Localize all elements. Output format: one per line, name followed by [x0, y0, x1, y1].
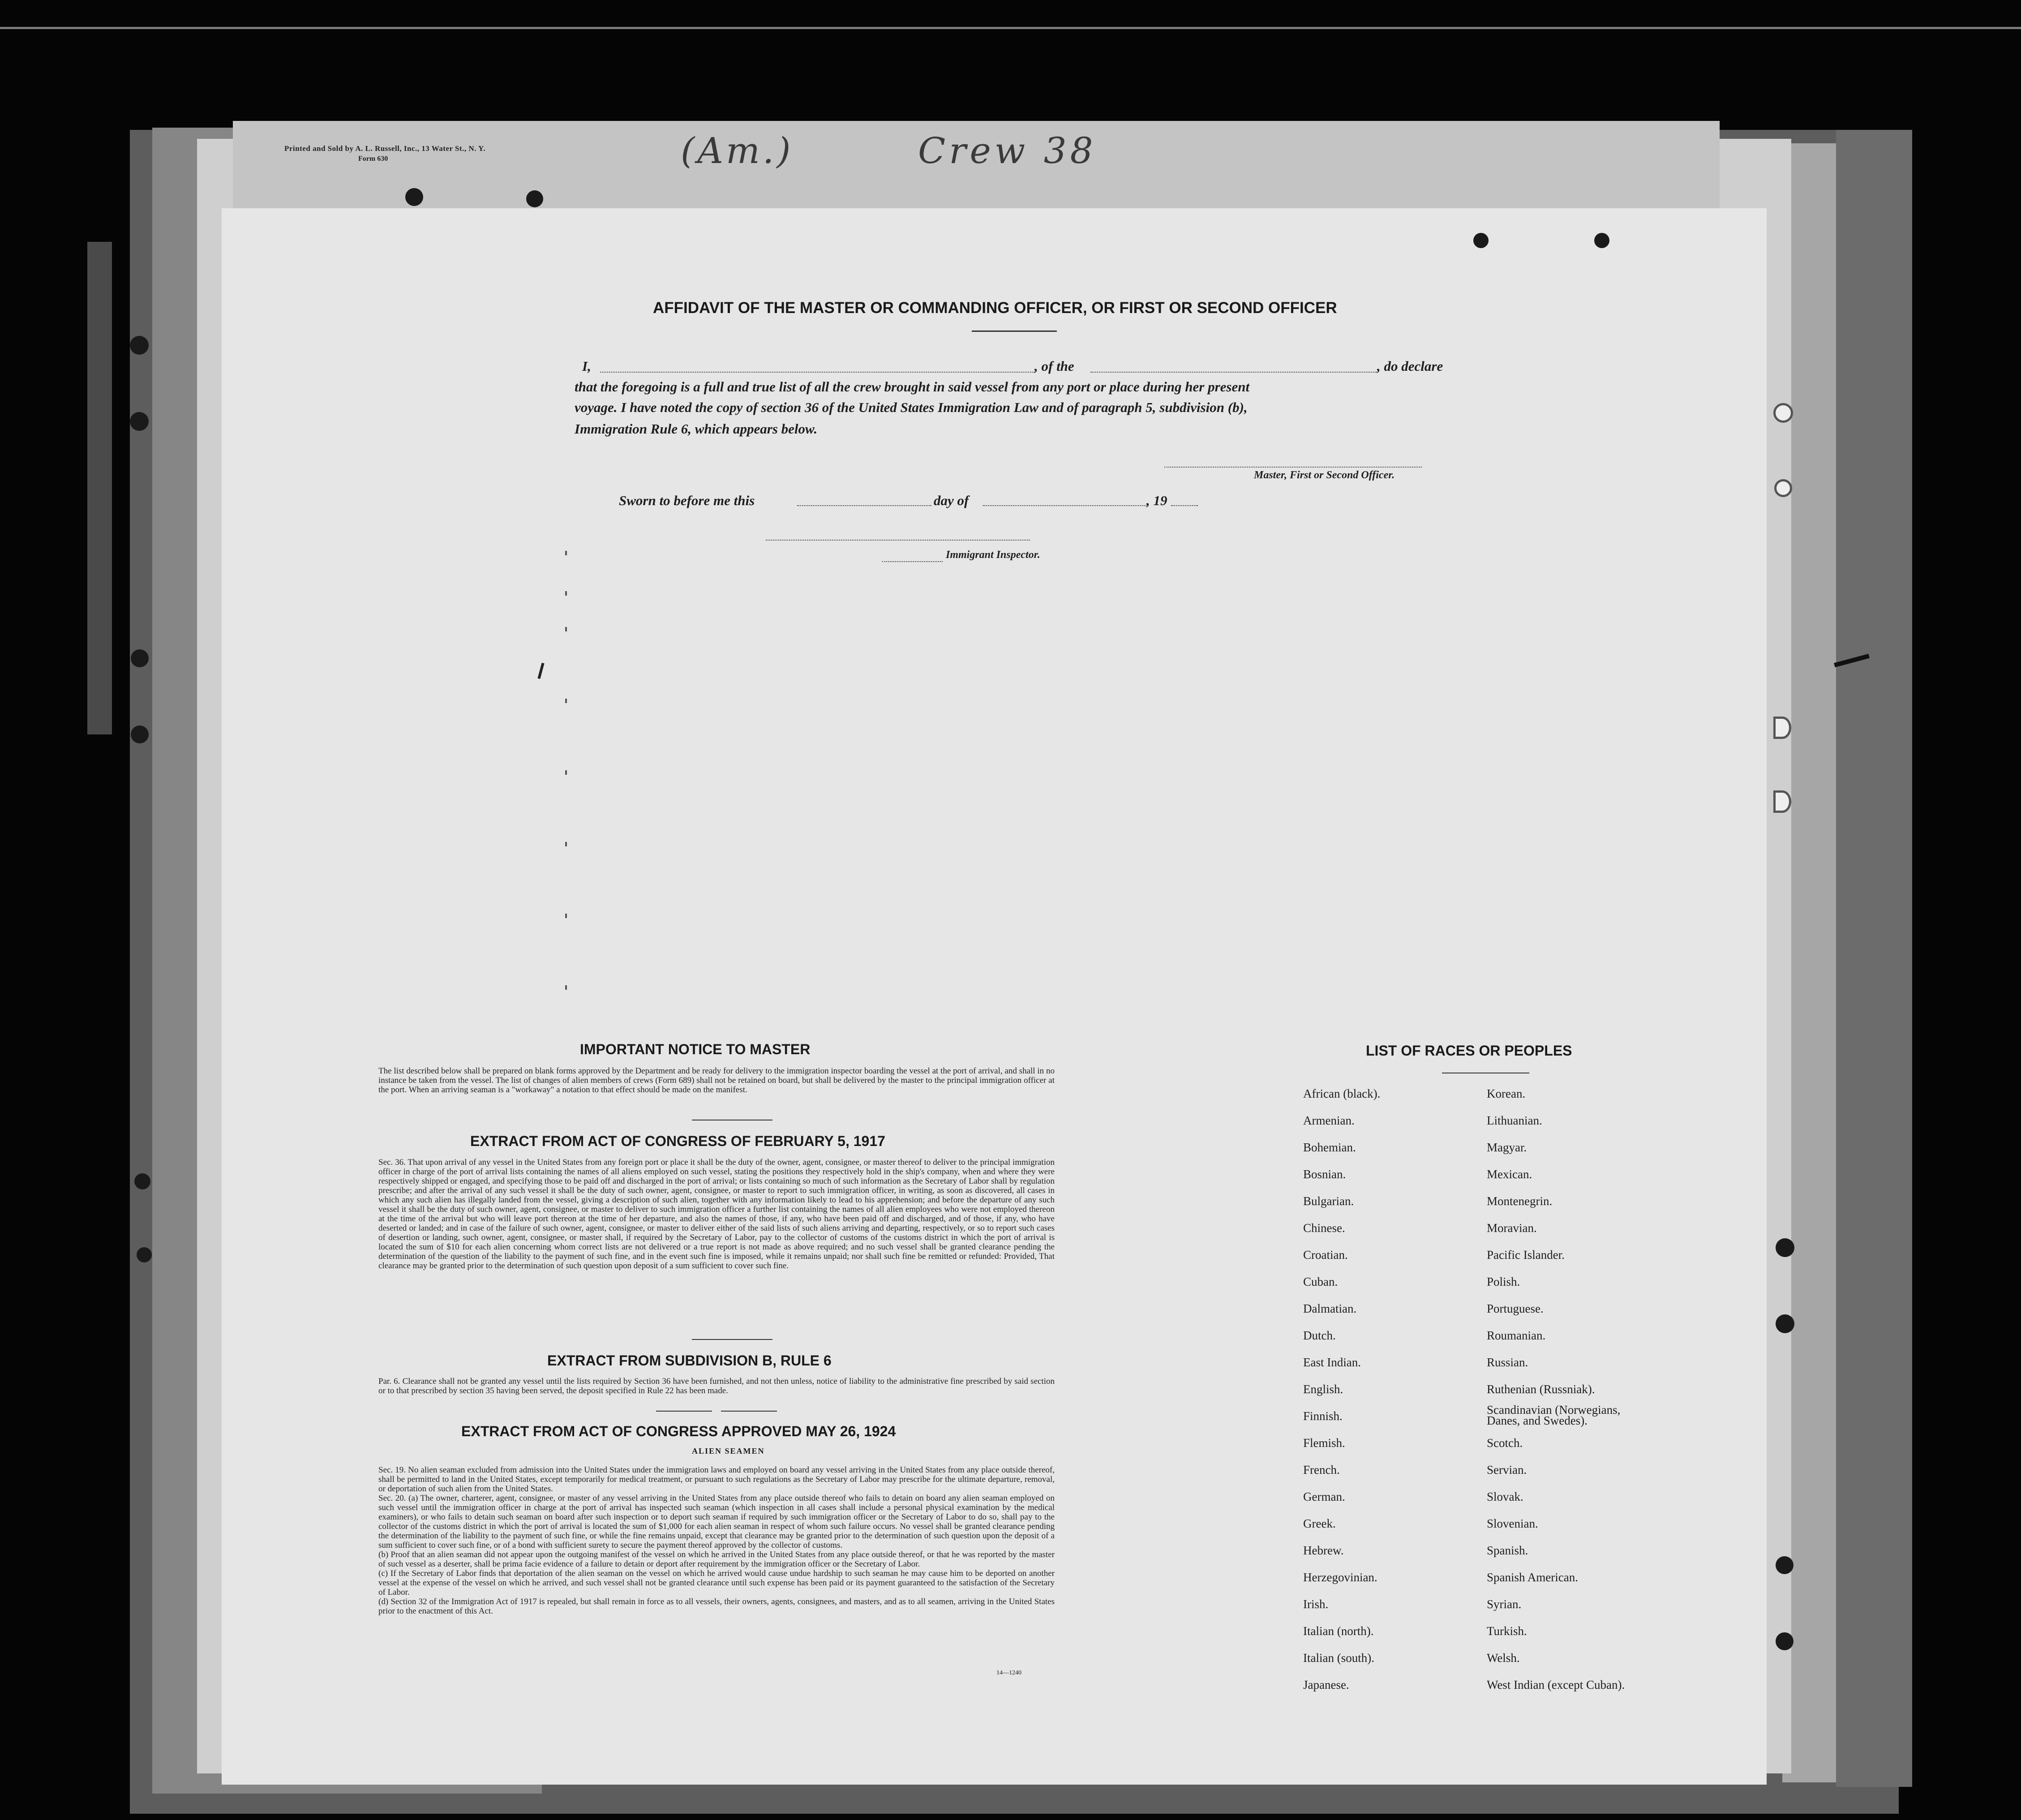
- notice-body: The list described below shall be prepared on blank forms approved by the Department and be ready for delivery to the immigration inspector boarding the vessel at the port of arrival, and shall in no instance be taken from the vessel. The list of changes of alien members of crews (Form 689) shall not be retained on board, but shall be delivered by the master to the principal immigration officer at the port. When an arriving seaman is a "workaway" a notation to that effect should be made on the manifest.: [378, 1066, 1055, 1095]
- inspector-caption: Immigrant Inspector.: [946, 549, 1040, 561]
- name-blank[interactable]: [600, 372, 1034, 373]
- notice-title: IMPORTANT NOTICE TO MASTER: [580, 1041, 811, 1057]
- race-entry: Irish.: [1303, 1597, 1329, 1611]
- race-entry: Dalmatian.: [1303, 1302, 1357, 1315]
- race-entry: Roumanian.: [1487, 1329, 1546, 1342]
- extract-rule6-body: Par. 6. Clearance shall not be granted any vessel until the lists required by Section 36 have been furnished, and not then unless, notice of liability to the administrative fine prescribed by said section or to that prescribed by section 35 having been served, the deposit specified in Rule 22 has been made.: [378, 1377, 1055, 1395]
- race-entry: Ruthenian (Russniak).: [1487, 1382, 1595, 1396]
- punch-hole: [1473, 233, 1489, 248]
- race-entry: Servian.: [1487, 1463, 1527, 1477]
- race-entry: German.: [1303, 1490, 1345, 1503]
- affidavit-of-the-label: , of the: [1034, 358, 1074, 374]
- race-entry: Scandinavian (Norwegians, Danes, and Swedes).: [1487, 1403, 1621, 1427]
- sec-20b: (b) Proof that an alien seaman did not appear upon the outgoing manifest of the vessel on which he arrived in the United States from any place outside thereof, or that he was reported by the master of such vessel as a deserter, shall be prima facie evidence of a failure to detain or deport after requirement by the immigration officer or the Secretary of Labor.: [378, 1550, 1055, 1569]
- margin-tick: [565, 914, 567, 918]
- binder-hole: [1776, 1314, 1794, 1333]
- vessel-blank[interactable]: [1090, 372, 1377, 373]
- back-sheet-right-edge: [1836, 130, 1912, 1787]
- binder-hole: [131, 725, 149, 743]
- sec-19: Sec. 19. No alien seaman excluded from admission into the United States under the immigration laws and employed on board any vessel arriving in the United States from any place outside thereof, shall be permitted to land in the United States, except temporarily for medical treatment, or pursuant to such regulations as the Secretary of Labor may prescribe for the ultimate departure, removal, or deportation of such alien from the United States.: [378, 1465, 1055, 1494]
- race-entry: Italian (north).: [1303, 1624, 1374, 1638]
- affidavit-i-label: I,: [582, 358, 591, 374]
- margin-tick: [565, 699, 567, 703]
- race-entry: Polish.: [1487, 1275, 1520, 1288]
- sworn-year-blank[interactable]: [1171, 505, 1198, 506]
- binder-hole: [130, 336, 149, 355]
- race-entry: Welsh.: [1487, 1651, 1520, 1665]
- page-hole-ring: [1773, 403, 1793, 423]
- race-entry: Chinese.: [1303, 1221, 1345, 1235]
- affidavit-line-2: that the foregoing is a full and true list of all the crew brought in said vessel from any port or place during her present: [575, 379, 1250, 395]
- affidavit-title: AFFIDAVIT OF THE MASTER OR COMMANDING OFFICER, OR FIRST OR SECOND OFFICER: [653, 299, 1337, 317]
- inspector-signature-blank[interactable]: [766, 540, 1030, 541]
- race-entry: Bohemian.: [1303, 1141, 1356, 1154]
- page-hole-ring: [1774, 479, 1792, 497]
- extract-1917-body: Sec. 36. That upon arrival of any vessel in the United States from any foreign port or place it shall be the duty of the owner, agent, consignee, or master thereof to deliver to the principal immigration officer in charge of the port of arrival lists containing the names of all aliens employed on such vessel, stating the positions they respectively hold in the ship's company, when and where they were respectively shipped or engaged, and specifying those to be paid off and discharged in the port of arrival; or lists containing so much of such information as the Secretary of Labor shall by regulation prescribe; and after the arrival of any such vessel it shall be the duty of such owner, agent, consignee, or master to report to such immigration officer, in writing, as soon as discovered, all cases in which any such alien has illegally landed from the vessel, giving a description of such alien, together with any information likely to lead to his apprehension; and before the departure of any such vessel it shall be the duty of such owner, agent, consignee, or master to deliver to such immigration officer a further list containing the names of all alien employees who were not employed thereon at the time of the arrival but who will leave port thereon at the time of her departure, and also the names of those, if any, who have been paid off and discharged, and of those, if any, who have deserted or landed; and in case of the failure of such owner, agent, consignee, or master to deliver either of the said lists of such aliens arriving and departing, respectively, or so to report such cases of desertion or landing, such owner, agent, consignee, or master shall, if required by the Secretary of Labor, pay to the collector of customs of the customs district in which the port of arrival is located the sum of $10 for each alien concerning whom correct lists are not delivered or a true report is not made as above required; and no such vessel shall be granted clearance pending the determination of the question of the liability to the payment of such fine, and in the event such fine is imposed, while it remains unpaid; nor shall such fine be remitted or refunded: Provided, That clearance may be granted prior to the determination of such question upon deposit of a sum sufficient to cover such fine.: [378, 1158, 1055, 1271]
- extract-rule6-title: EXTRACT FROM SUBDIVISION B, RULE 6: [547, 1352, 832, 1369]
- left-clip-shadow: [87, 242, 112, 734]
- race-entry: Spanish American.: [1487, 1571, 1578, 1584]
- extract-1917-title: EXTRACT FROM ACT OF CONGRESS OF FEBRUARY 5, 1917: [470, 1133, 885, 1149]
- race-entry: Bulgarian.: [1303, 1194, 1354, 1208]
- race-entry: Croatian.: [1303, 1248, 1348, 1262]
- form-number: Form 630: [358, 155, 388, 163]
- affidavit-declare-label: , do declare: [1377, 358, 1443, 374]
- race-entry: Armenian.: [1303, 1114, 1355, 1127]
- race-entry: Turkish.: [1487, 1624, 1527, 1638]
- page-hole-ring: [1773, 717, 1791, 739]
- affidavit-line-4: Immigration Rule 6, which appears below.: [575, 421, 818, 437]
- scan-top-edge: [0, 27, 2021, 29]
- binder-hole: [134, 1173, 150, 1189]
- race-entry: Slovak.: [1487, 1490, 1523, 1503]
- race-entry: Cuban.: [1303, 1275, 1338, 1288]
- race-entry: Russian.: [1487, 1356, 1528, 1369]
- punch-hole: [526, 190, 543, 207]
- margin-tick: [565, 591, 567, 596]
- punch-hole: [405, 188, 423, 206]
- race-entry: Montenegrin.: [1487, 1194, 1553, 1208]
- margin-tick: [565, 551, 567, 555]
- alien-seamen-subtitle: ALIEN SEAMEN: [692, 1447, 765, 1455]
- binder-hole: [137, 1247, 152, 1262]
- handwritten-note-right: Crew 38: [918, 130, 1097, 172]
- race-entry: Greek.: [1303, 1517, 1336, 1530]
- sworn-day-blank[interactable]: [797, 505, 931, 506]
- race-entry: Japanese.: [1303, 1678, 1349, 1691]
- binder-hole: [130, 412, 149, 431]
- race-entry: Korean.: [1487, 1087, 1526, 1100]
- race-entry: Herzegovinian.: [1303, 1571, 1377, 1584]
- binder-hole: [1776, 1632, 1794, 1650]
- race-entry: Lithuanian.: [1487, 1114, 1542, 1127]
- race-entry: Syrian.: [1487, 1597, 1522, 1611]
- sec-20a: Sec. 20. (a) The owner, charterer, agent, consignee, or master of any vessel arriving in the United States from any place outside thereof who fails to detain on board any alien seaman employed on such vessel until the immigration officer in charge at the port of arrival has inspected such seaman (which inspection in all cases shall include a personal physical examination by the medical examiners), or who fails to detain such seaman on board after such inspection or to deport such seaman if required by such immigration officer or the Secretary of Labor to do so, shall pay to the collector of the customs district in which the port of arrival is located the sum of $1,000 for each alien seaman in respect of whom such failure occurs. No vessel shall be granted clearance pending the determination of the liability to the payment of such fine, or while the fine remains unpaid, except that clearance may be granted prior to the determination of such question upon the deposit of a sum sufficient to cover such fine, or of a bond with sufficient surety to secure the payment thereof approved by the collector of customs.: [378, 1494, 1055, 1550]
- race-entry: Dutch.: [1303, 1329, 1336, 1342]
- divider: [721, 1411, 777, 1412]
- race-entry: Italian (south).: [1303, 1651, 1374, 1665]
- margin-tick: [565, 985, 567, 990]
- sec-20d: (d) Section 32 of the Immigration Act of 1917 is repealed, but shall remain in force as to all vessels, their owners, agents, consignees, and masters, and as to all seamen, arriving in the United States prior to the enactment of this Act.: [378, 1597, 1055, 1616]
- margin-tick: [565, 627, 567, 631]
- race-entry: Moravian.: [1487, 1221, 1537, 1235]
- inspector-name-blank[interactable]: [882, 561, 943, 562]
- divider: [692, 1339, 772, 1340]
- binder-hole: [131, 649, 149, 667]
- race-entry: Scotch.: [1487, 1436, 1523, 1450]
- form-code: 14—1240: [996, 1670, 1021, 1676]
- race-entry: Portuguese.: [1487, 1302, 1544, 1315]
- race-entry: Bosnian.: [1303, 1168, 1346, 1181]
- race-entry: Spanish.: [1487, 1544, 1528, 1557]
- race-entry: East Indian.: [1303, 1356, 1361, 1369]
- binder-hole: [1776, 1556, 1794, 1574]
- race-entry: French.: [1303, 1463, 1340, 1477]
- handwritten-note-left: (Am.): [681, 130, 794, 172]
- race-entry: African (black).: [1303, 1087, 1381, 1100]
- race-entry: Flemish.: [1303, 1436, 1345, 1450]
- extract-1924-body: [378, 1465, 1055, 1616]
- sworn-month-blank[interactable]: [983, 505, 1146, 506]
- title-underline: [972, 331, 1057, 332]
- races-title: LIST OF RACES OR PEOPLES: [1366, 1043, 1572, 1059]
- master-signature-caption: Master, First or Second Officer.: [1254, 469, 1395, 481]
- year-label: , 19: [1146, 493, 1167, 508]
- margin-tick: [565, 842, 567, 846]
- race-entry: Magyar.: [1487, 1141, 1527, 1154]
- page-hole-ring: [1773, 790, 1791, 813]
- affidavit-line-3: voyage. I have noted the copy of section 36 of the United States Immigration Law and of paragraph 5, subdivision (b),: [575, 399, 1248, 415]
- race-entry: English.: [1303, 1382, 1343, 1396]
- race-entry: Mexican.: [1487, 1168, 1532, 1181]
- margin-tick: [565, 770, 567, 775]
- race-entry: West Indian (except Cuban).: [1487, 1678, 1625, 1691]
- sec-20c: (c) If the Secretary of Labor finds that deportation of the alien seaman on the vessel on which he arrived would cause undue hardship to such seaman he may cause him to be deported on another vessel at the expense of the vessel on which he arrived, and such vessel shall not be granted clearance until such expense has been paid or its payment guaranteed to the satisfaction of the Secretary of Labor.: [378, 1569, 1055, 1597]
- race-entry: Slovenian.: [1487, 1517, 1538, 1530]
- punch-hole: [1594, 233, 1609, 248]
- binder-hole: [1776, 1238, 1794, 1257]
- printer-credit: Printed and Sold by A. L. Russell, Inc., 13 Water St., N. Y.: [284, 144, 485, 153]
- extract-1924-title: EXTRACT FROM ACT OF CONGRESS APPROVED MAY 26, 1924: [461, 1423, 896, 1439]
- divider: [656, 1411, 712, 1412]
- day-of-label: day of: [934, 493, 969, 508]
- race-entry: Finnish.: [1303, 1409, 1343, 1423]
- race-entry: Pacific Islander.: [1487, 1248, 1565, 1262]
- master-signature-blank[interactable]: [1164, 467, 1422, 468]
- race-entry: Hebrew.: [1303, 1544, 1344, 1557]
- sworn-label: Sworn to before me this: [619, 493, 755, 508]
